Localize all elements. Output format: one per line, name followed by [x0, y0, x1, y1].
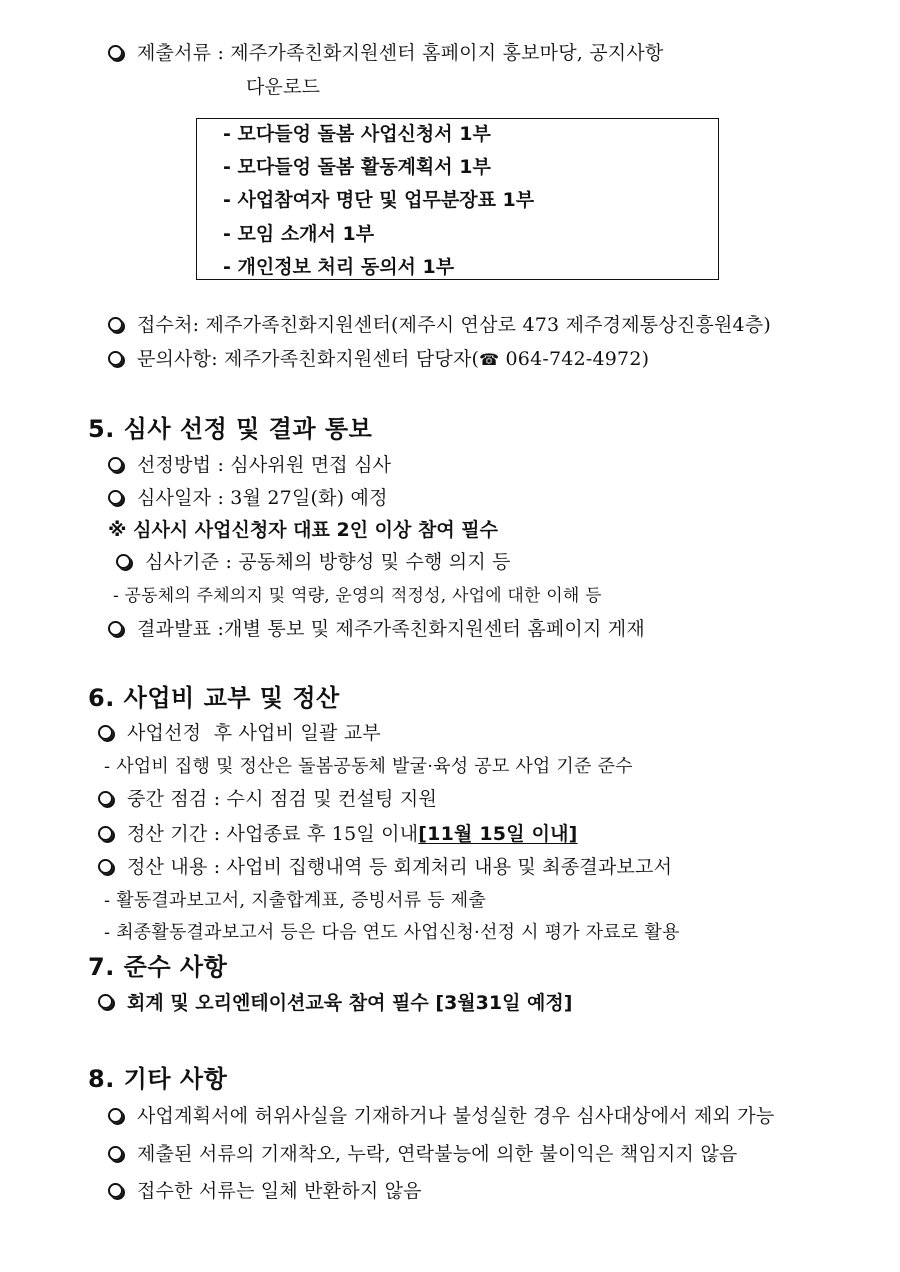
bullet-icon: [108, 490, 123, 505]
inquiry-phone: 064-742-4972): [505, 348, 650, 370]
criteria-text: 심사기준 : 공동체의 방향성 및 수행 의지 등: [145, 551, 511, 573]
document-item: - 개인정보 처리 동의서 1부: [223, 256, 455, 278]
bullet-icon: [98, 826, 113, 841]
date-text: 심사일자 : 3월 27일(화) 예정: [137, 487, 388, 509]
grant-text: 사업선정 후 사업비 일괄 교부: [127, 722, 381, 744]
section7-item-text: 회계 및 오리엔테이션교육 참여 필수 [3월31일 예정]: [127, 992, 573, 1014]
bullet-icon: [98, 859, 113, 874]
submission-docs-label: 제출서류 : 제주가족친화지원센터 홈페이지 홍보마당, 공지사항: [137, 42, 664, 64]
section8-title: 8. 기타 사항: [88, 1065, 228, 1093]
document-item: - 사업참여자 명단 및 업무분장표 1부: [223, 189, 535, 211]
result-text: 결과발표 :개별 통보 및 제주가족친화지원센터 홈페이지 게재: [137, 618, 645, 640]
documents-box: [196, 118, 719, 280]
section6-grant-detail: - 사업비 집행 및 정산은 돌봄공동체 발굴·육성 공모 사업 기준 준수: [104, 756, 633, 777]
section5-method: [108, 456, 391, 475]
section7-title: 7. 준수 사항: [88, 953, 228, 981]
section6-settle-detail1: - 활동결과보고서, 지출합계표, 증빙서류 등 제출: [104, 890, 486, 911]
section5-criteria: [116, 553, 511, 572]
section8-item: [108, 1182, 422, 1201]
interim-text: 중간 점검 : 수시 점검 및 컨설팅 지원: [127, 788, 438, 810]
bullet-icon: [108, 1108, 123, 1123]
section5-criteria-detail: - 공동체의 주체의지 및 역량, 운영의 적정성, 사업에 대한 이해 등: [113, 586, 602, 606]
submission-docs-line: [108, 44, 663, 63]
settle-content-text: 정산 내용 : 사업비 집행내역 등 회계처리 내용 및 최종결과보고서: [127, 856, 673, 878]
method-text: 선정방법 : 심사위원 면접 심사: [137, 454, 392, 476]
section8-item: [108, 1107, 774, 1126]
document-item: - 모임 소개서 1부: [223, 223, 375, 245]
section6-interim: [98, 790, 437, 809]
submission-docs-cont: 다운로드: [246, 76, 321, 98]
section6-grant: [98, 724, 381, 743]
bullet-icon: [108, 621, 123, 636]
section7-item: [98, 994, 572, 1013]
section5-title: 5. 심사 선정 및 결과 통보: [88, 415, 373, 443]
section8-item-text: 제출된 서류의 기재착오, 누락, 연락불능에 의한 불이익은 책임지지 않음: [137, 1143, 738, 1165]
phone-icon: ☎: [479, 350, 500, 369]
bullet-icon: [108, 457, 123, 472]
document-item: - 모다들엉 돌봄 활동계획서 1부: [223, 156, 491, 178]
bullet-icon: [116, 554, 131, 569]
section5-result: [108, 620, 645, 639]
document-item: - 모다들엉 돌봄 사업신청서 1부: [223, 123, 491, 145]
section8-item-text: 접수한 서류는 일체 반환하지 않음: [137, 1180, 422, 1202]
bullet-icon: [98, 994, 113, 1009]
bullet-icon: [108, 1183, 123, 1198]
section8-item: [108, 1145, 737, 1164]
bullet-icon: [108, 351, 123, 366]
section6-settle-content: [98, 858, 672, 877]
section8-item-text: 사업계획서에 허위사실을 기재하거나 불성실한 경우 심사대상에서 제외 가능: [137, 1105, 775, 1127]
inquiry-line: [108, 350, 649, 369]
inquiry-text: 문의사항: 제주가족친화지원센터 담당자(: [137, 348, 480, 370]
section5-date: [108, 489, 388, 508]
bullet-icon: [98, 791, 113, 806]
settle-period-deadline: [11월 15일 이내]: [418, 823, 578, 845]
settle-period-text: 정산 기간 : 사업종료 후 15일 이내: [127, 823, 419, 845]
reception-line: [108, 316, 771, 335]
section6-settle-detail2: - 최종활동결과보고서 등은 다음 연도 사업신청·선정 시 평가 자료로 활용: [104, 922, 680, 943]
bullet-icon: [98, 725, 113, 740]
section5-notice: ※ 심사시 사업신청자 대표 2인 이상 참여 필수: [108, 519, 499, 541]
bullet-icon: [108, 1146, 123, 1161]
reception-text: 접수처: 제주가족친화지원센터(제주시 연삼로 473 제주경제통상진흥원4층): [137, 314, 772, 336]
section6-settle-period: [98, 825, 578, 844]
section6-title: 6. 사업비 교부 및 정산: [88, 684, 340, 712]
bullet-icon: [108, 45, 123, 60]
bullet-icon: [108, 317, 123, 332]
